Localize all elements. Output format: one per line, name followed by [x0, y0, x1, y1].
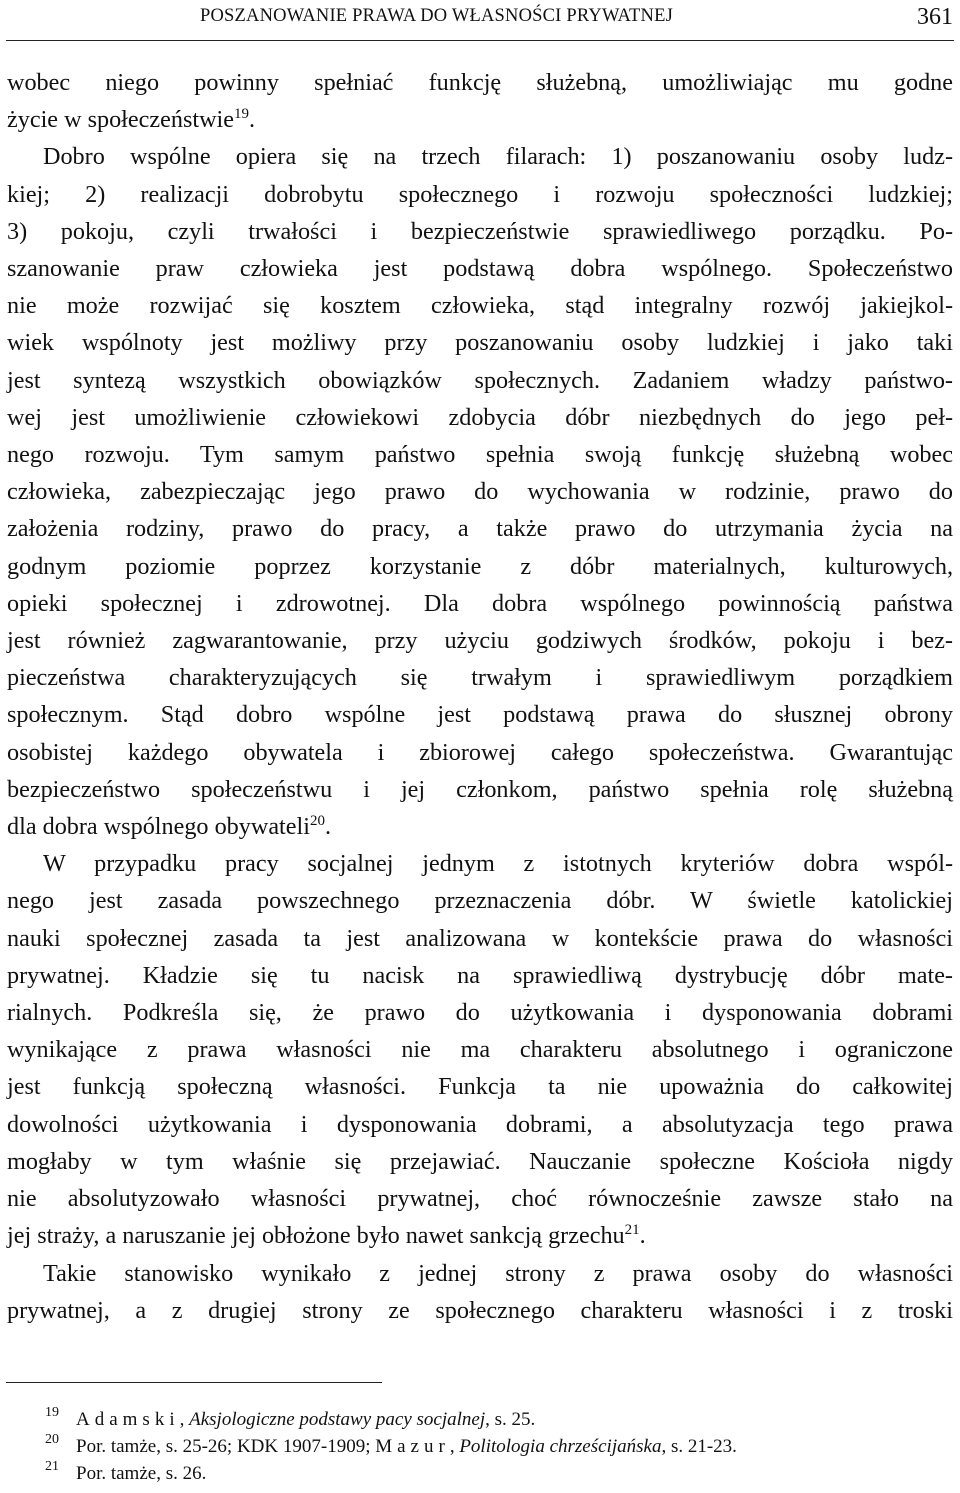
page-number: 361 [917, 4, 953, 30]
text-line [7, 808, 953, 845]
text-line: szanowanie praw człowieka jest podstawą dobra wspólnego. Społeczeństwo [7, 255, 953, 283]
footnotes [45, 1405, 952, 1487]
text-line-content: dla dobra wspólnego obywateli [7, 813, 310, 841]
text-line: nauki społecznej zasada ta jest analizowana w kontekście prawa do własności [7, 924, 953, 952]
paragraph-1 [7, 64, 953, 138]
footnote-20 [45, 1432, 952, 1460]
footnote-19 [45, 1405, 952, 1433]
text-line: nie absolutyzowało własności prywatnej, choć równocześnie zawsze stało na [7, 1185, 953, 1213]
text-line: wiek wspólnoty jest możliwy przy poszanowaniu osoby ludzkiej i jako taki [7, 329, 953, 357]
footnote-ref-21[interactable]: 21 [624, 1222, 640, 1239]
text-line: prywatnej, a z drugiej strony ze społecznego charakteru własności i z troski [7, 1296, 953, 1324]
text-line: godnym poziomie poprzez korzystanie z dóbr materialnych, kulturowych, [7, 552, 953, 580]
footnote-lead: Por. tamże, s. 25-26; KDK 1907-1909; [76, 1436, 376, 1457]
text-line: wynikające z prawa własności nie ma charakteru absolutnego i ograniczone [7, 1036, 953, 1064]
footnote-author: Mazur [375, 1436, 450, 1457]
footnote-rest: , s. 21-23. [661, 1436, 737, 1457]
text-line: Takie stanowisko wynikało z jednej strony z prawa osoby do własności [43, 1259, 953, 1287]
text-line: mogłaby w tym właśnie się przejawiać. Nauczanie społeczne Kościoła nigdy [7, 1147, 953, 1175]
text-line-content: jej straży, a naruszanie jej obłożone było nawet sankcją grzechu [7, 1222, 625, 1250]
text-line: wobec niego powinny spełniać funkcję służebną, umożliwiając mu godne [7, 69, 953, 96]
sentence-end: . [639, 1222, 646, 1250]
paragraph-2 [7, 138, 953, 845]
footnote-lead: Por. tamże, s. 26. [76, 1463, 207, 1484]
text-line: nego rozwoju. Tym samym państwo spełnia swoją funkcję służebną wobec [7, 441, 953, 469]
footnote-number: 19 [45, 1405, 59, 1420]
paragraph-4 [7, 1255, 953, 1329]
footnote-separator: , [449, 1436, 460, 1457]
text-line: rialnych. Podkreśla się, że prawo do użytkowania i dysponowania dobrami [7, 999, 953, 1027]
footnote-title: Aksjologiczne podstawy pacy socjalnej [189, 1409, 486, 1430]
text-line [7, 1217, 953, 1254]
text-line: bezpieczeństwo społeczeństwu i jej członkom, państwo spełnia rolę służebną [7, 775, 953, 803]
text-line: człowieka, zabezpieczając jego prawo do wychowania w rodzinie, prawo do [7, 478, 953, 506]
text-line: jest funkcją społeczną własności. Funkcja ta nie upoważnia do całkowitej [7, 1073, 953, 1101]
paragraph-3 [7, 845, 953, 1254]
footnote-number: 20 [45, 1432, 59, 1447]
text-line: osobistej każdego obywatela i zbiorowej całego społeczeństwa. Gwarantując [7, 738, 953, 766]
text-line: założenia rodziny, prawo do pracy, a także prawo do utrzymania życia na [7, 515, 953, 543]
footnote-ref-19[interactable]: 19 [234, 106, 249, 123]
text-line: społecznym. Stąd dobro wspólne jest podstawą prawa do słusznej obrony [7, 701, 953, 729]
text-line: kiej; 2) realizacji dobrobytu społecznego i rozwoju społeczności ludzkiej; [7, 180, 953, 208]
footnote-text [52, 1436, 737, 1457]
footnote-title: Politologia chrześcijańska [459, 1436, 662, 1457]
footnote-rest: , s. 25. [485, 1409, 536, 1430]
page-header [0, 0, 960, 42]
text-line: dowolności użytkowania i dysponowania dobrami, a absolutyzacja tego prawa [7, 1110, 953, 1138]
footnote-number: 21 [45, 1459, 59, 1474]
footnote-author: Adamski [76, 1409, 180, 1430]
sentence-end: . [249, 106, 256, 134]
footnote-ref-20[interactable]: 20 [309, 813, 325, 829]
text-line: pieczeństwa charakteryzujących się trwałym i sprawiedliwym porządkiem [7, 664, 953, 692]
footnote-text [52, 1409, 535, 1430]
text-line: jest również zagwarantowanie, przy użyciu godziwych środków, pokoju i bez- [7, 627, 953, 655]
text-line: jest syntezą wszystkich obowiązków społecznych. Zadaniem władzy państwo- [7, 366, 953, 394]
footnote-text [52, 1463, 206, 1484]
running-title: POSZANOWANIE PRAWA DO WŁASNOŚCI PRYWATNEJ [200, 6, 674, 26]
text-line: wej jest umożliwienie człowiekowi zdobycia dóbr niezbędnych do jego peł- [7, 403, 953, 431]
text-line-content: życie w społeczeństwie [7, 106, 234, 134]
text-line [7, 101, 953, 138]
text-line: nie może rozwijać się kosztem człowieka, stąd integralny rozwój jakiejkol- [7, 292, 953, 320]
sentence-end: . [324, 813, 331, 841]
header-rule [6, 40, 954, 41]
text-line: prywatnej. Kładzie się tu nacisk na sprawiedliwą dystrybucję dóbr mate- [7, 961, 953, 989]
body-text [7, 64, 953, 1329]
text-line: Dobro wspólne opiera się na trzech filarach: 1) poszanowaniu osoby ludz- [43, 143, 953, 171]
text-line: nego jest zasada powszechnego przeznaczenia dóbr. W świetle katolickiej [7, 887, 953, 915]
text-line: 3) pokoju, czyli trwałości i bezpieczeństwie sprawiedliwego porządku. Po- [7, 217, 953, 245]
footnote-separator: , [179, 1409, 190, 1430]
footnote-rule [6, 1382, 382, 1383]
text-line: W przypadku pracy socjalnej jednym z istotnych kryteriów dobra wspól- [43, 850, 953, 878]
text-line: opieki społecznej i zdrowotnej. Dla dobra wspólnego powinnością państwa [7, 589, 953, 617]
footnote-21 [45, 1459, 952, 1487]
